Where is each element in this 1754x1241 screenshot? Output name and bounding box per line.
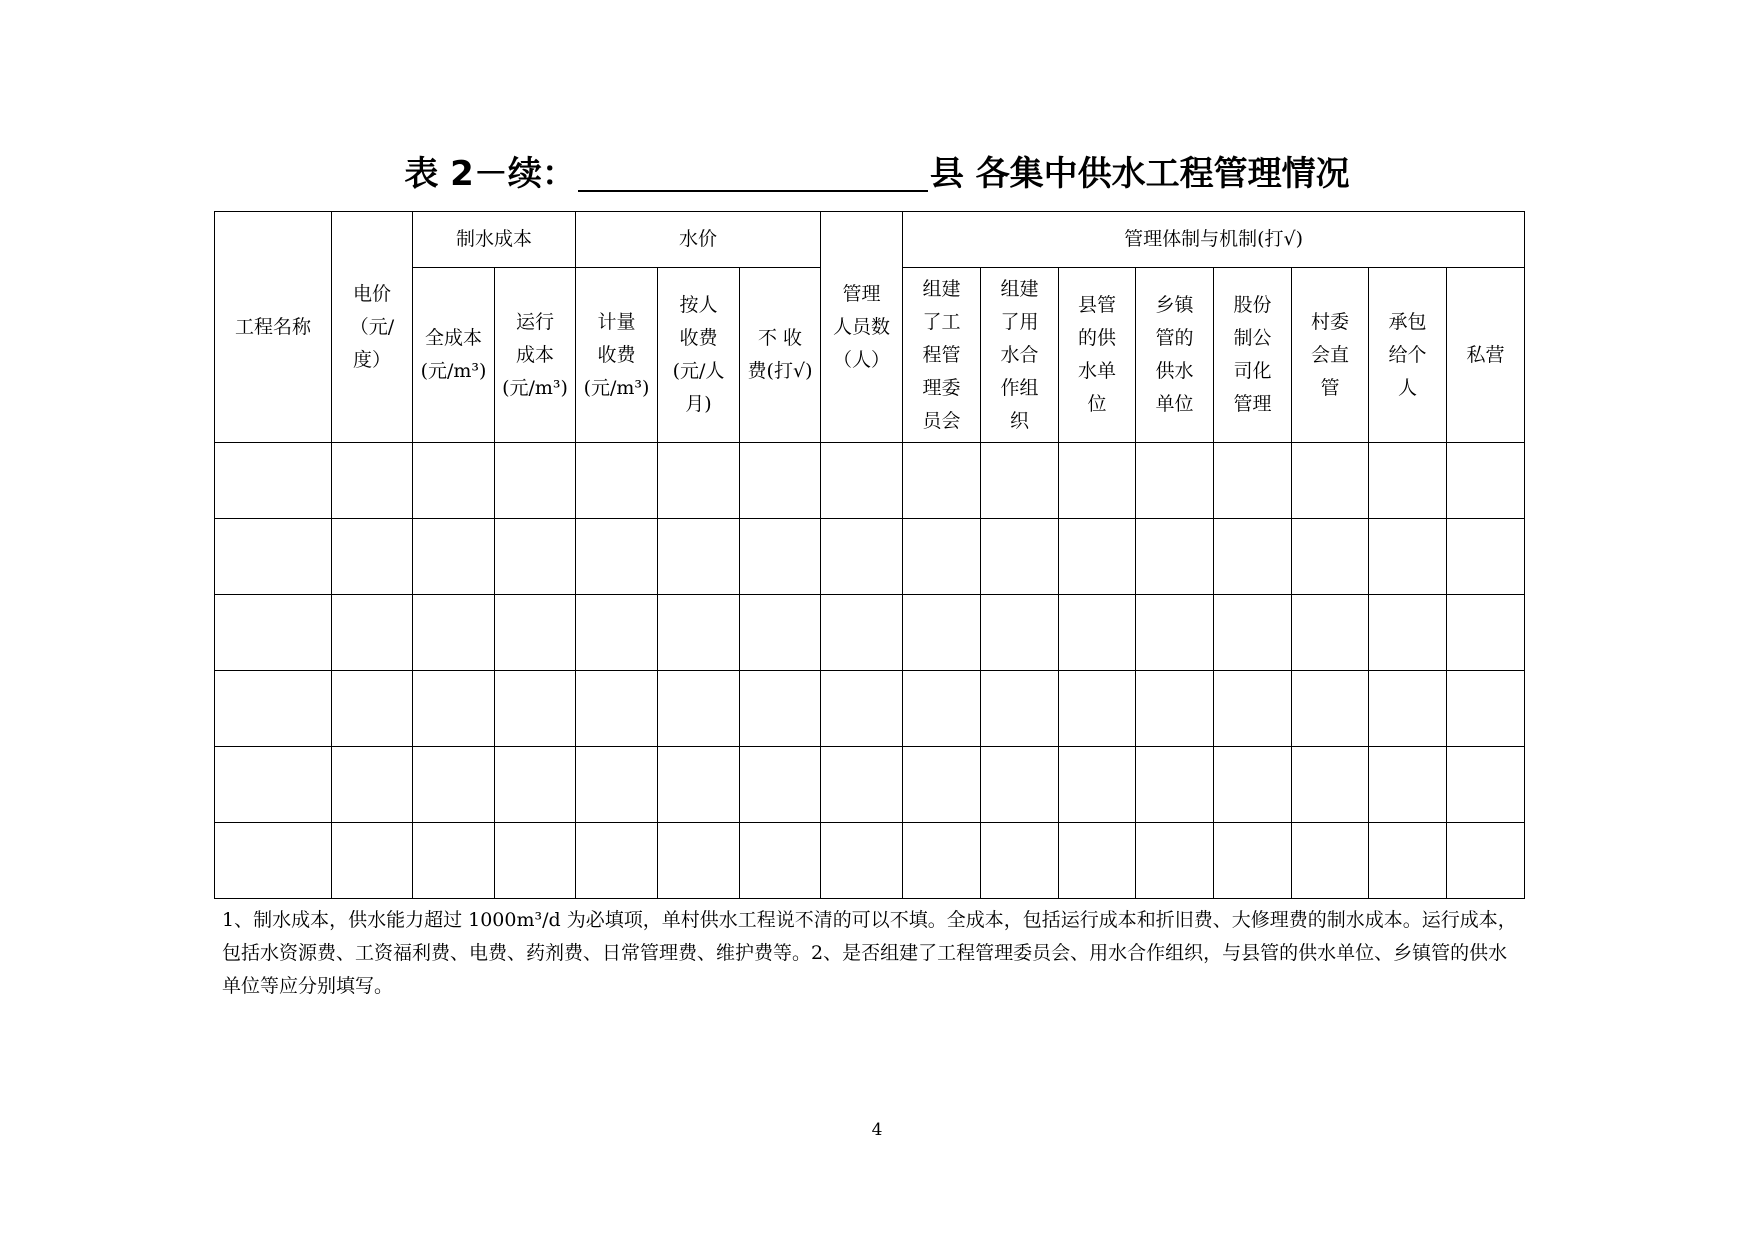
table-cell[interactable] [821, 595, 903, 671]
table-cell[interactable] [1214, 823, 1292, 899]
table-cell[interactable] [413, 671, 495, 747]
table-cell[interactable] [1447, 595, 1525, 671]
table-cell[interactable] [1136, 823, 1214, 899]
table-cell[interactable] [413, 747, 495, 823]
table-cell[interactable] [413, 595, 495, 671]
header-price-group: 水价 [576, 212, 821, 268]
table-cell[interactable] [658, 443, 740, 519]
table-cell[interactable] [740, 823, 821, 899]
table-cell[interactable] [1136, 671, 1214, 747]
table-cell[interactable] [332, 443, 413, 519]
header-mgmt-contracted: 承包 给个 人 [1369, 268, 1447, 443]
table-cell[interactable] [1447, 443, 1525, 519]
header-staff-count: 管理 人员数 （人） [821, 212, 903, 443]
table-cell[interactable] [1369, 823, 1447, 899]
table-cell[interactable] [658, 823, 740, 899]
table-cell[interactable] [658, 519, 740, 595]
table-cell[interactable] [981, 443, 1059, 519]
table-cell[interactable] [658, 671, 740, 747]
table-cell[interactable] [332, 519, 413, 595]
table-cell[interactable] [1447, 671, 1525, 747]
page-title [0, 150, 1754, 198]
table-row [215, 519, 1525, 595]
table-cell[interactable] [1447, 823, 1525, 899]
table-notes: 1、制水成本，供水能力超过 1000m³/d 为必填项，单村供水工程说不清的可以不填。全成本，包括运行成本和折旧费、大修理费的制水成本。运行成本，包括水资源费、工资福利费、电费、药剂费、日常管理费、维护费等。2、是否组建了工程管理委员会、用水合作组织，与县管的供水单位、乡镇管的供水单位等应分别填写。 [222, 909, 1517, 997]
table-cell[interactable] [1059, 671, 1136, 747]
header-project-name: 工程名称 [215, 212, 332, 443]
table-cell[interactable] [1214, 671, 1292, 747]
table-cell[interactable] [903, 443, 981, 519]
table-row [215, 595, 1525, 671]
table-cell[interactable] [495, 595, 576, 671]
table-cell[interactable] [332, 671, 413, 747]
table-row [215, 443, 1525, 519]
table-cell[interactable] [903, 519, 981, 595]
table-cell[interactable] [1292, 443, 1369, 519]
table-cell[interactable] [903, 595, 981, 671]
water-supply-management-table [214, 211, 1525, 899]
table-cell[interactable] [576, 747, 658, 823]
table-cell[interactable] [1369, 595, 1447, 671]
table-cell[interactable] [1292, 595, 1369, 671]
table-cell[interactable] [1136, 519, 1214, 595]
header-row-1 [215, 212, 1525, 268]
table-cell[interactable] [821, 671, 903, 747]
table-cell[interactable] [821, 823, 903, 899]
table-cell[interactable] [1369, 443, 1447, 519]
table-cell[interactable] [981, 671, 1059, 747]
header-mgmt-county-unit: 县管 的供 水单 位 [1059, 268, 1136, 443]
header-mgmt-water-coop: 组建 了用 水合 作组 织 [981, 268, 1059, 443]
table-cell[interactable] [1059, 747, 1136, 823]
table-cell[interactable] [740, 671, 821, 747]
header-mgmt-village: 村委 会直 管 [1292, 268, 1369, 443]
table-cell[interactable] [576, 443, 658, 519]
table-cell[interactable] [903, 823, 981, 899]
table-cell[interactable] [576, 671, 658, 747]
table-cell[interactable] [215, 671, 332, 747]
table-cell[interactable] [981, 519, 1059, 595]
table-row [215, 823, 1525, 899]
table-cell[interactable] [495, 747, 576, 823]
table-cell[interactable] [981, 747, 1059, 823]
county-name-blank [578, 152, 928, 192]
table-cell[interactable] [413, 519, 495, 595]
header-mgmt-committee: 组建 了工 程管 理委 员会 [903, 268, 981, 443]
table-cell[interactable] [1214, 519, 1292, 595]
header-price-metered: 计量 收费 (元/m³) [576, 268, 658, 443]
table-cell[interactable] [1292, 823, 1369, 899]
table-cell[interactable] [1059, 443, 1136, 519]
table-cell[interactable] [903, 747, 981, 823]
table-cell[interactable] [1059, 519, 1136, 595]
table-cell[interactable] [903, 671, 981, 747]
table-cell[interactable] [332, 595, 413, 671]
table-cell[interactable] [495, 823, 576, 899]
header-mgmt-private: 私营 [1447, 268, 1525, 443]
table-cell[interactable] [1292, 747, 1369, 823]
table-cell[interactable] [1447, 747, 1525, 823]
header-mgmt-town-unit: 乡镇 管的 供水 单位 [1136, 268, 1214, 443]
table-cell[interactable] [215, 747, 332, 823]
table-cell[interactable] [215, 595, 332, 671]
header-price-per-person: 按人 收费 (元/人 月) [658, 268, 740, 443]
table-cell[interactable] [981, 823, 1059, 899]
table-cell[interactable] [413, 823, 495, 899]
table-cell[interactable] [740, 595, 821, 671]
table-cell[interactable] [215, 443, 332, 519]
table-cell[interactable] [1292, 671, 1369, 747]
table-cell[interactable] [1214, 747, 1292, 823]
header-mgmt-shareholding: 股份 制公 司化 管理 [1214, 268, 1292, 443]
table-cell[interactable] [740, 747, 821, 823]
table-cell[interactable] [1369, 519, 1447, 595]
table-row [215, 747, 1525, 823]
table-cell[interactable] [576, 595, 658, 671]
table-row [215, 671, 1525, 747]
table-cell[interactable] [740, 443, 821, 519]
table-cell[interactable] [1214, 595, 1292, 671]
table-cell[interactable] [495, 443, 576, 519]
table-cell[interactable] [576, 519, 658, 595]
table-cell[interactable] [1136, 595, 1214, 671]
table-cell[interactable] [1369, 671, 1447, 747]
table-cell[interactable] [821, 519, 903, 595]
table-cell[interactable] [495, 519, 576, 595]
page-number: 4 [871, 1120, 883, 1140]
title-prefix: 表 2－续： [404, 154, 576, 194]
table-cell[interactable] [332, 823, 413, 899]
table-cell[interactable] [413, 443, 495, 519]
table-cell[interactable] [495, 671, 576, 747]
table-cell[interactable] [332, 747, 413, 823]
table-cell[interactable] [1369, 747, 1447, 823]
table-cell[interactable] [658, 595, 740, 671]
table-cell[interactable] [740, 519, 821, 595]
table-cell[interactable] [821, 747, 903, 823]
table-cell[interactable] [658, 747, 740, 823]
table-cell[interactable] [1059, 823, 1136, 899]
table-cell[interactable] [1136, 747, 1214, 823]
table-cell[interactable] [215, 519, 332, 595]
table-cell[interactable] [981, 595, 1059, 671]
table-cell[interactable] [1447, 519, 1525, 595]
header-mgmt-group: 管理体制与机制(打√) [903, 212, 1525, 268]
header-cost-group: 制水成本 [413, 212, 576, 268]
table-cell[interactable] [821, 443, 903, 519]
title-suffix: 县 各集中供水工程管理情况 [929, 154, 1350, 194]
table-cell[interactable] [576, 823, 658, 899]
header-price-free: 不 收 费(打√) [740, 268, 821, 443]
table-cell[interactable] [1136, 443, 1214, 519]
table-cell[interactable] [1059, 595, 1136, 671]
table-cell[interactable] [215, 823, 332, 899]
table-cell[interactable] [1214, 443, 1292, 519]
header-cost-operating: 运行 成本 (元/m³) [495, 268, 576, 443]
header-cost-full: 全成本 (元/m³) [413, 268, 495, 443]
header-electricity-price: 电价 （元/ 度） [332, 212, 413, 443]
table-cell[interactable] [1292, 519, 1369, 595]
